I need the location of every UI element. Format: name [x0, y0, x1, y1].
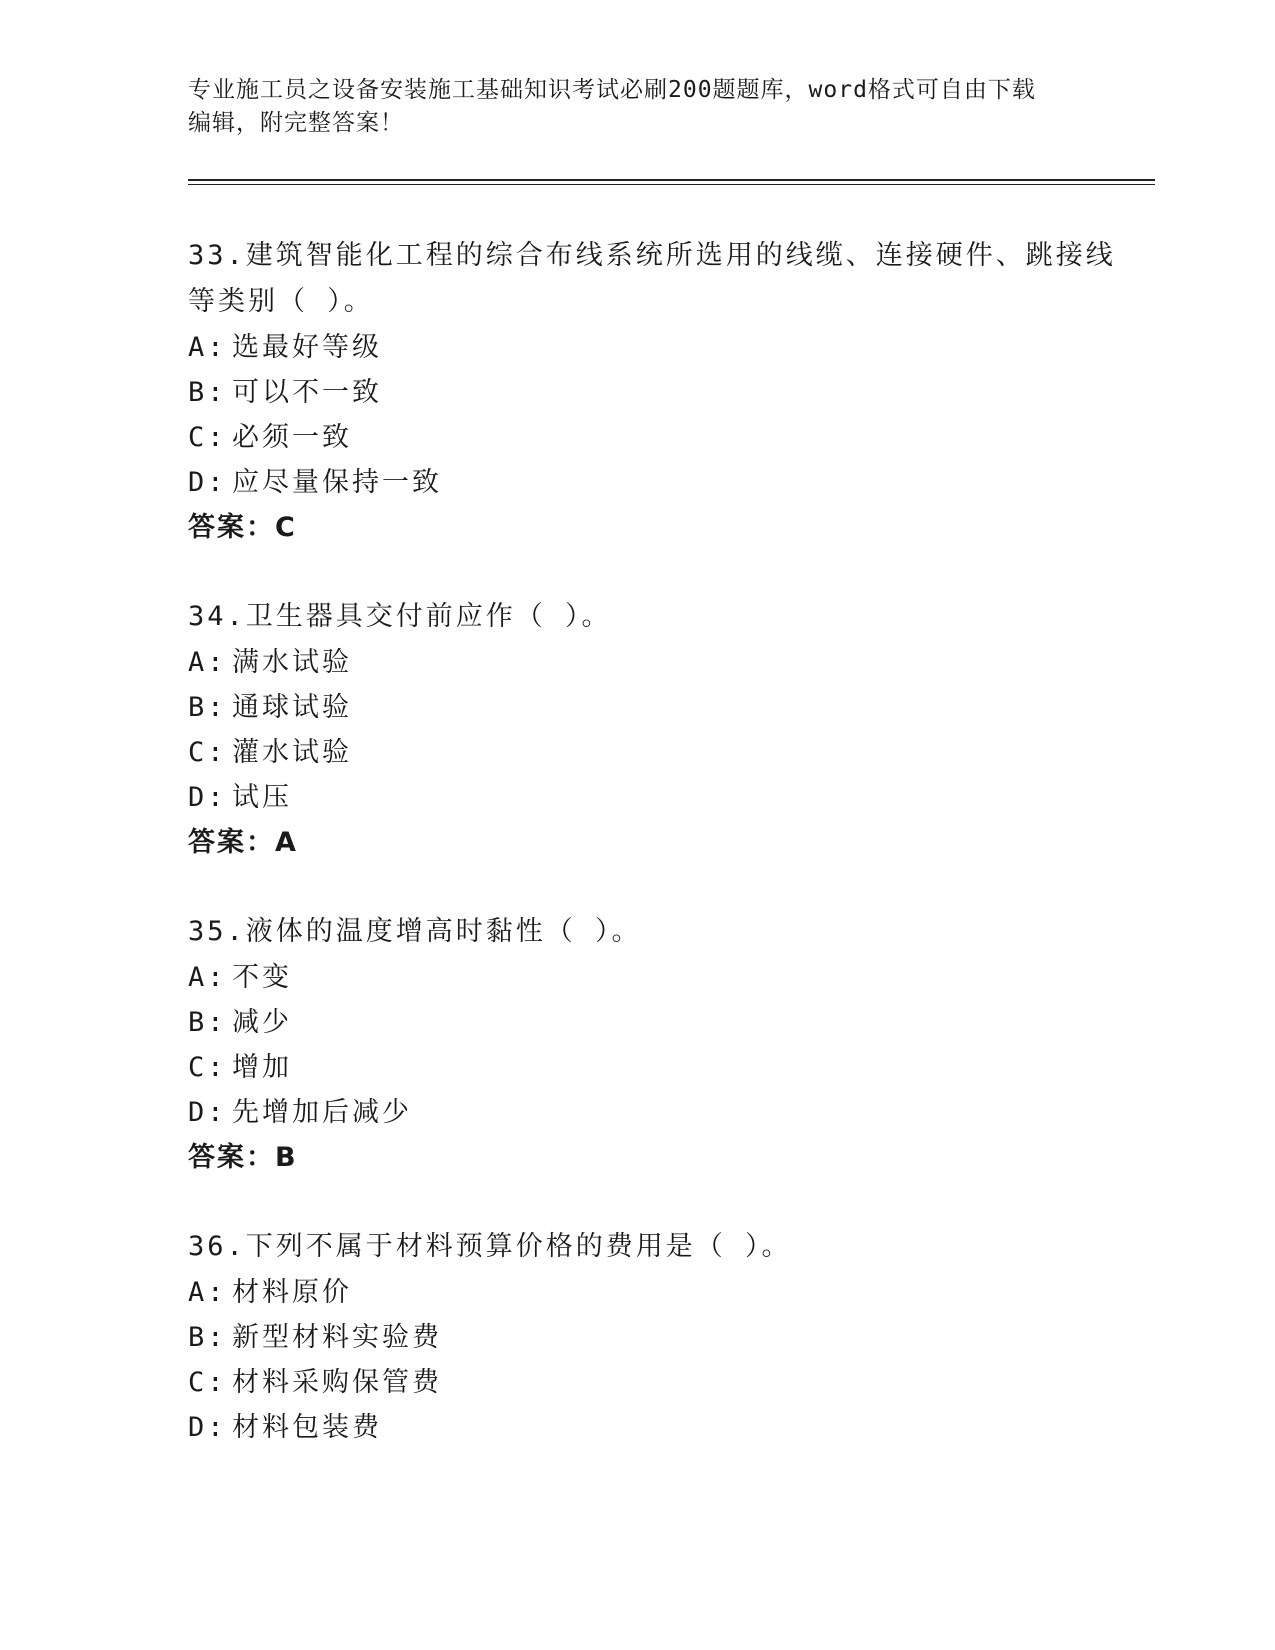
option-text: 新型材料实验费 — [232, 1322, 442, 1353]
option-letter: A: — [188, 1277, 227, 1308]
option-d — [188, 1405, 1088, 1450]
option-letter: D: — [188, 1097, 227, 1128]
option-letter: D: — [188, 782, 227, 813]
option-letter: B: — [188, 1322, 227, 1353]
option-letter: B: — [188, 1007, 227, 1038]
option-a — [188, 955, 1088, 1000]
option-text: 材料包装费 — [232, 1412, 382, 1443]
option-b — [188, 1315, 1088, 1360]
option-letter: C: — [188, 422, 227, 453]
option-b — [188, 370, 1088, 415]
question-stem-line-1: 34.卫生器具交付前应作（ ）。 — [188, 601, 612, 632]
question-list — [188, 233, 1116, 1493]
question-stem — [188, 1224, 1088, 1270]
option-d — [188, 460, 1088, 505]
option-letter: C: — [188, 737, 227, 768]
option-d — [188, 775, 1088, 820]
option-text: 选最好等级 — [232, 332, 382, 363]
option-b — [188, 1000, 1088, 1045]
document-header — [188, 74, 1088, 140]
option-c — [188, 730, 1088, 775]
question-33 — [188, 233, 1116, 551]
option-text: 应尽量保持一致 — [232, 467, 442, 498]
answer-line: 答案：A — [188, 827, 298, 858]
header-line-1: 专业施工员之设备安装施工基础知识考试必刷200题题库，word格式可自由下载 — [188, 77, 1036, 103]
question-35 — [188, 909, 1088, 1181]
option-text: 灌水试验 — [232, 737, 352, 768]
option-text: 减少 — [232, 1007, 292, 1038]
option-d — [188, 1090, 1088, 1135]
answer-line: 答案：B — [188, 1142, 298, 1173]
option-text: 增加 — [232, 1052, 292, 1083]
header-line-2: 编辑，附完整答案！ — [188, 110, 404, 136]
option-c — [188, 415, 1088, 460]
option-b — [188, 685, 1088, 730]
question-stem — [188, 594, 1088, 640]
option-text: 试压 — [232, 782, 292, 813]
option-a — [188, 325, 1088, 370]
question-stem — [188, 909, 1088, 955]
option-text: 可以不一致 — [232, 377, 382, 408]
option-text: 材料采购保管费 — [232, 1367, 442, 1398]
option-text: 通球试验 — [232, 692, 352, 723]
option-letter: A: — [188, 962, 227, 993]
option-letter: A: — [188, 647, 227, 678]
question-stem-line-2: 等类别（ ）。 — [188, 286, 374, 317]
option-text: 先增加后减少 — [232, 1097, 412, 1128]
option-text: 材料原价 — [232, 1277, 352, 1308]
header-divider-top — [188, 179, 1155, 181]
option-a — [188, 1270, 1088, 1315]
option-c — [188, 1360, 1088, 1405]
option-letter: B: — [188, 377, 227, 408]
question-34 — [188, 594, 1088, 866]
option-letter: D: — [188, 467, 227, 498]
option-a — [188, 640, 1088, 685]
option-text: 满水试验 — [232, 647, 352, 678]
answer-line: 答案：C — [188, 512, 297, 543]
option-text: 必须一致 — [232, 422, 352, 453]
option-text: 不变 — [232, 962, 292, 993]
option-c — [188, 1045, 1088, 1090]
option-letter: B: — [188, 692, 227, 723]
header-divider-bottom — [188, 184, 1155, 185]
question-stem-line-1: 36.下列不属于材料预算价格的费用是（ ）。 — [188, 1231, 792, 1262]
option-letter: D: — [188, 1412, 227, 1443]
question-36 — [188, 1224, 1088, 1450]
question-stem-line-1: 33.建筑智能化工程的综合布线系统所选用的线缆、连接硬件、跳接线 — [188, 240, 1116, 271]
option-letter: C: — [188, 1367, 227, 1398]
option-letter: A: — [188, 332, 227, 363]
question-stem — [188, 233, 1116, 325]
option-letter: C: — [188, 1052, 227, 1083]
question-stem-line-1: 35.液体的温度增高时黏性（ ）。 — [188, 916, 642, 947]
